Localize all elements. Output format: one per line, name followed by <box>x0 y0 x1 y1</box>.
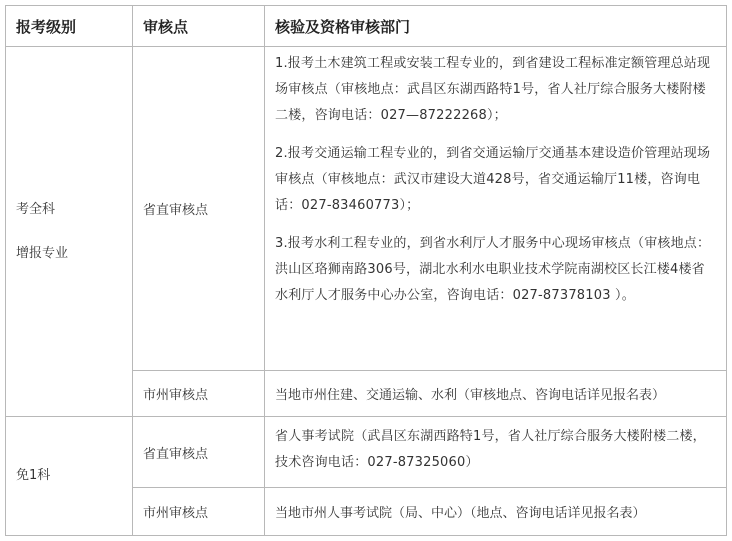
provincial-item-2: 2.报考交通运输工程专业的，到省交通运输厅交通基本建设造价管理站现场审核点（审核地点：武汉市建设大道428号，省交通运输厅11楼，咨询电话：027-83460773）； <box>275 146 711 213</box>
group1-city-label-cell <box>132 370 265 417</box>
group2-city-label: 市州审核点 <box>143 506 209 521</box>
group2-city-text: 当地市州人事考试院（局、中心）（地点、咨询电话详见报名表） <box>275 506 646 521</box>
group2-level-text: 免1科 <box>16 468 51 483</box>
group1-city-label: 市州审核点 <box>143 388 209 403</box>
group2-provincial-content <box>264 416 727 488</box>
group2-level-cell <box>5 416 133 536</box>
group2-provincial-label: 省直审核点 <box>143 446 209 462</box>
header-level-text: 报考级别 <box>16 17 77 36</box>
group2-city-label-cell <box>132 487 265 536</box>
group1-level-line-2: 增报专业 <box>16 245 69 261</box>
group1-city-text: 当地市州住建、交通运输、水利（审核地点、咨询电话详见报名表） <box>275 388 666 403</box>
group1-provincial-label-cell <box>132 46 265 371</box>
group2-provincial-label-cell <box>132 416 265 488</box>
group1-level-cell <box>5 46 133 417</box>
group1-level-text <box>16 194 68 270</box>
provincial-item-3: 3.报考水利工程专业的，到省水利厅人才服务中心现场审核点（审核地点：洪山区珞狮南路306号，湖北水利水电职业技术学院南湖校区长江楼4楼省水利厅人才服务中心办公室，咨询电话：027-87378103 ）。 <box>275 236 711 303</box>
header-review-point <box>132 5 265 47</box>
group1-city-content <box>264 370 727 417</box>
group1-provincial-label: 省直审核点 <box>143 203 209 218</box>
group1-provincial-content <box>264 46 727 371</box>
header-level <box>5 5 133 47</box>
header-department <box>264 5 727 47</box>
header-department-text: 核验及资格审核部门 <box>275 17 411 36</box>
group2-city-content <box>264 487 727 536</box>
provincial-item-1: 1.报考土木建筑工程或安装工程专业的，到省建设工程标准定额管理总站现场审核点（审核地点：武昌区东湖西路特1号，省人社厅综合服务大楼附楼二楼，咨询电话：027—87222268）； <box>275 56 711 123</box>
group2-provincial-text: 省人事考试院（武昌区东湖西路特1号，省人社厅综合服务大楼附楼二楼，技术咨询电话：027-87325060） <box>275 429 706 470</box>
header-review-point-text: 审核点 <box>143 17 189 36</box>
group1-level-line-1: 考全科 <box>16 201 56 217</box>
